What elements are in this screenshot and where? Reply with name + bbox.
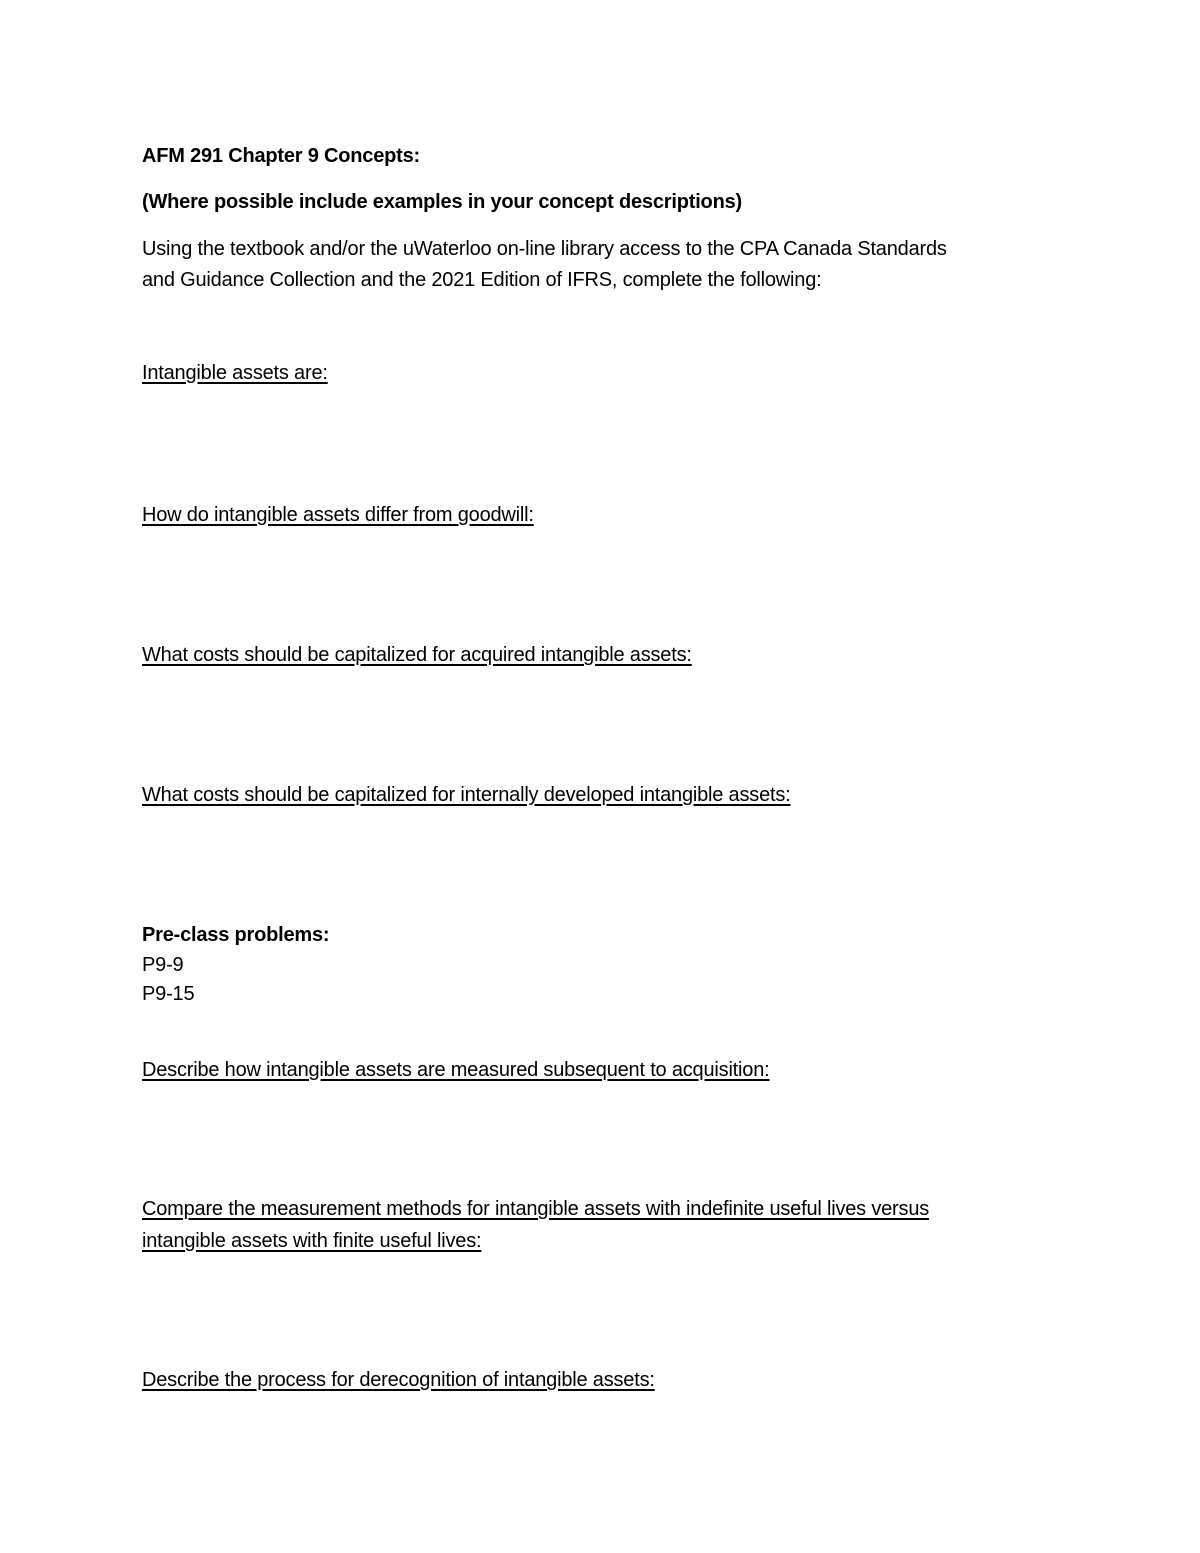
instructions-line-2: and Guidance Collection and the 2021 Edition of IFRS, complete the following: [142,269,822,291]
prompt-compare-methods-line-2: intangible assets with finite useful lives: [142,1230,482,1252]
prompt-internal-costs: What costs should be capitalized for internally developed intangible assets: [142,784,791,806]
prompt-compare-methods-line-1: Compare the measurement methods for intangible assets with indefinite useful lives versus [142,1198,930,1220]
preclass-item: P9-15 [142,983,195,1005]
document-title: AFM 291 Chapter 9 Concepts: [142,145,420,167]
preclass-heading: Pre-class problems: [142,924,330,946]
document-subtitle: (Where possible include examples in your concept descriptions) [142,191,742,213]
prompt-derecognition: Describe the process for derecognition of intangible assets: [142,1369,655,1391]
prompt-goodwill-difference: How do intangible assets differ from goodwill: [142,504,534,526]
prompt-intangible-assets: Intangible assets are: [142,362,328,384]
prompt-subsequent-measurement: Describe how intangible assets are measured subsequent to acquisition: [142,1059,770,1081]
preclass-item: P9-9 [142,954,184,976]
prompt-acquired-costs: What costs should be capitalized for acquired intangible assets: [142,644,692,666]
instructions-line-1: Using the textbook and/or the uWaterloo on-line library access to the CPA Canada Standards [142,238,947,260]
